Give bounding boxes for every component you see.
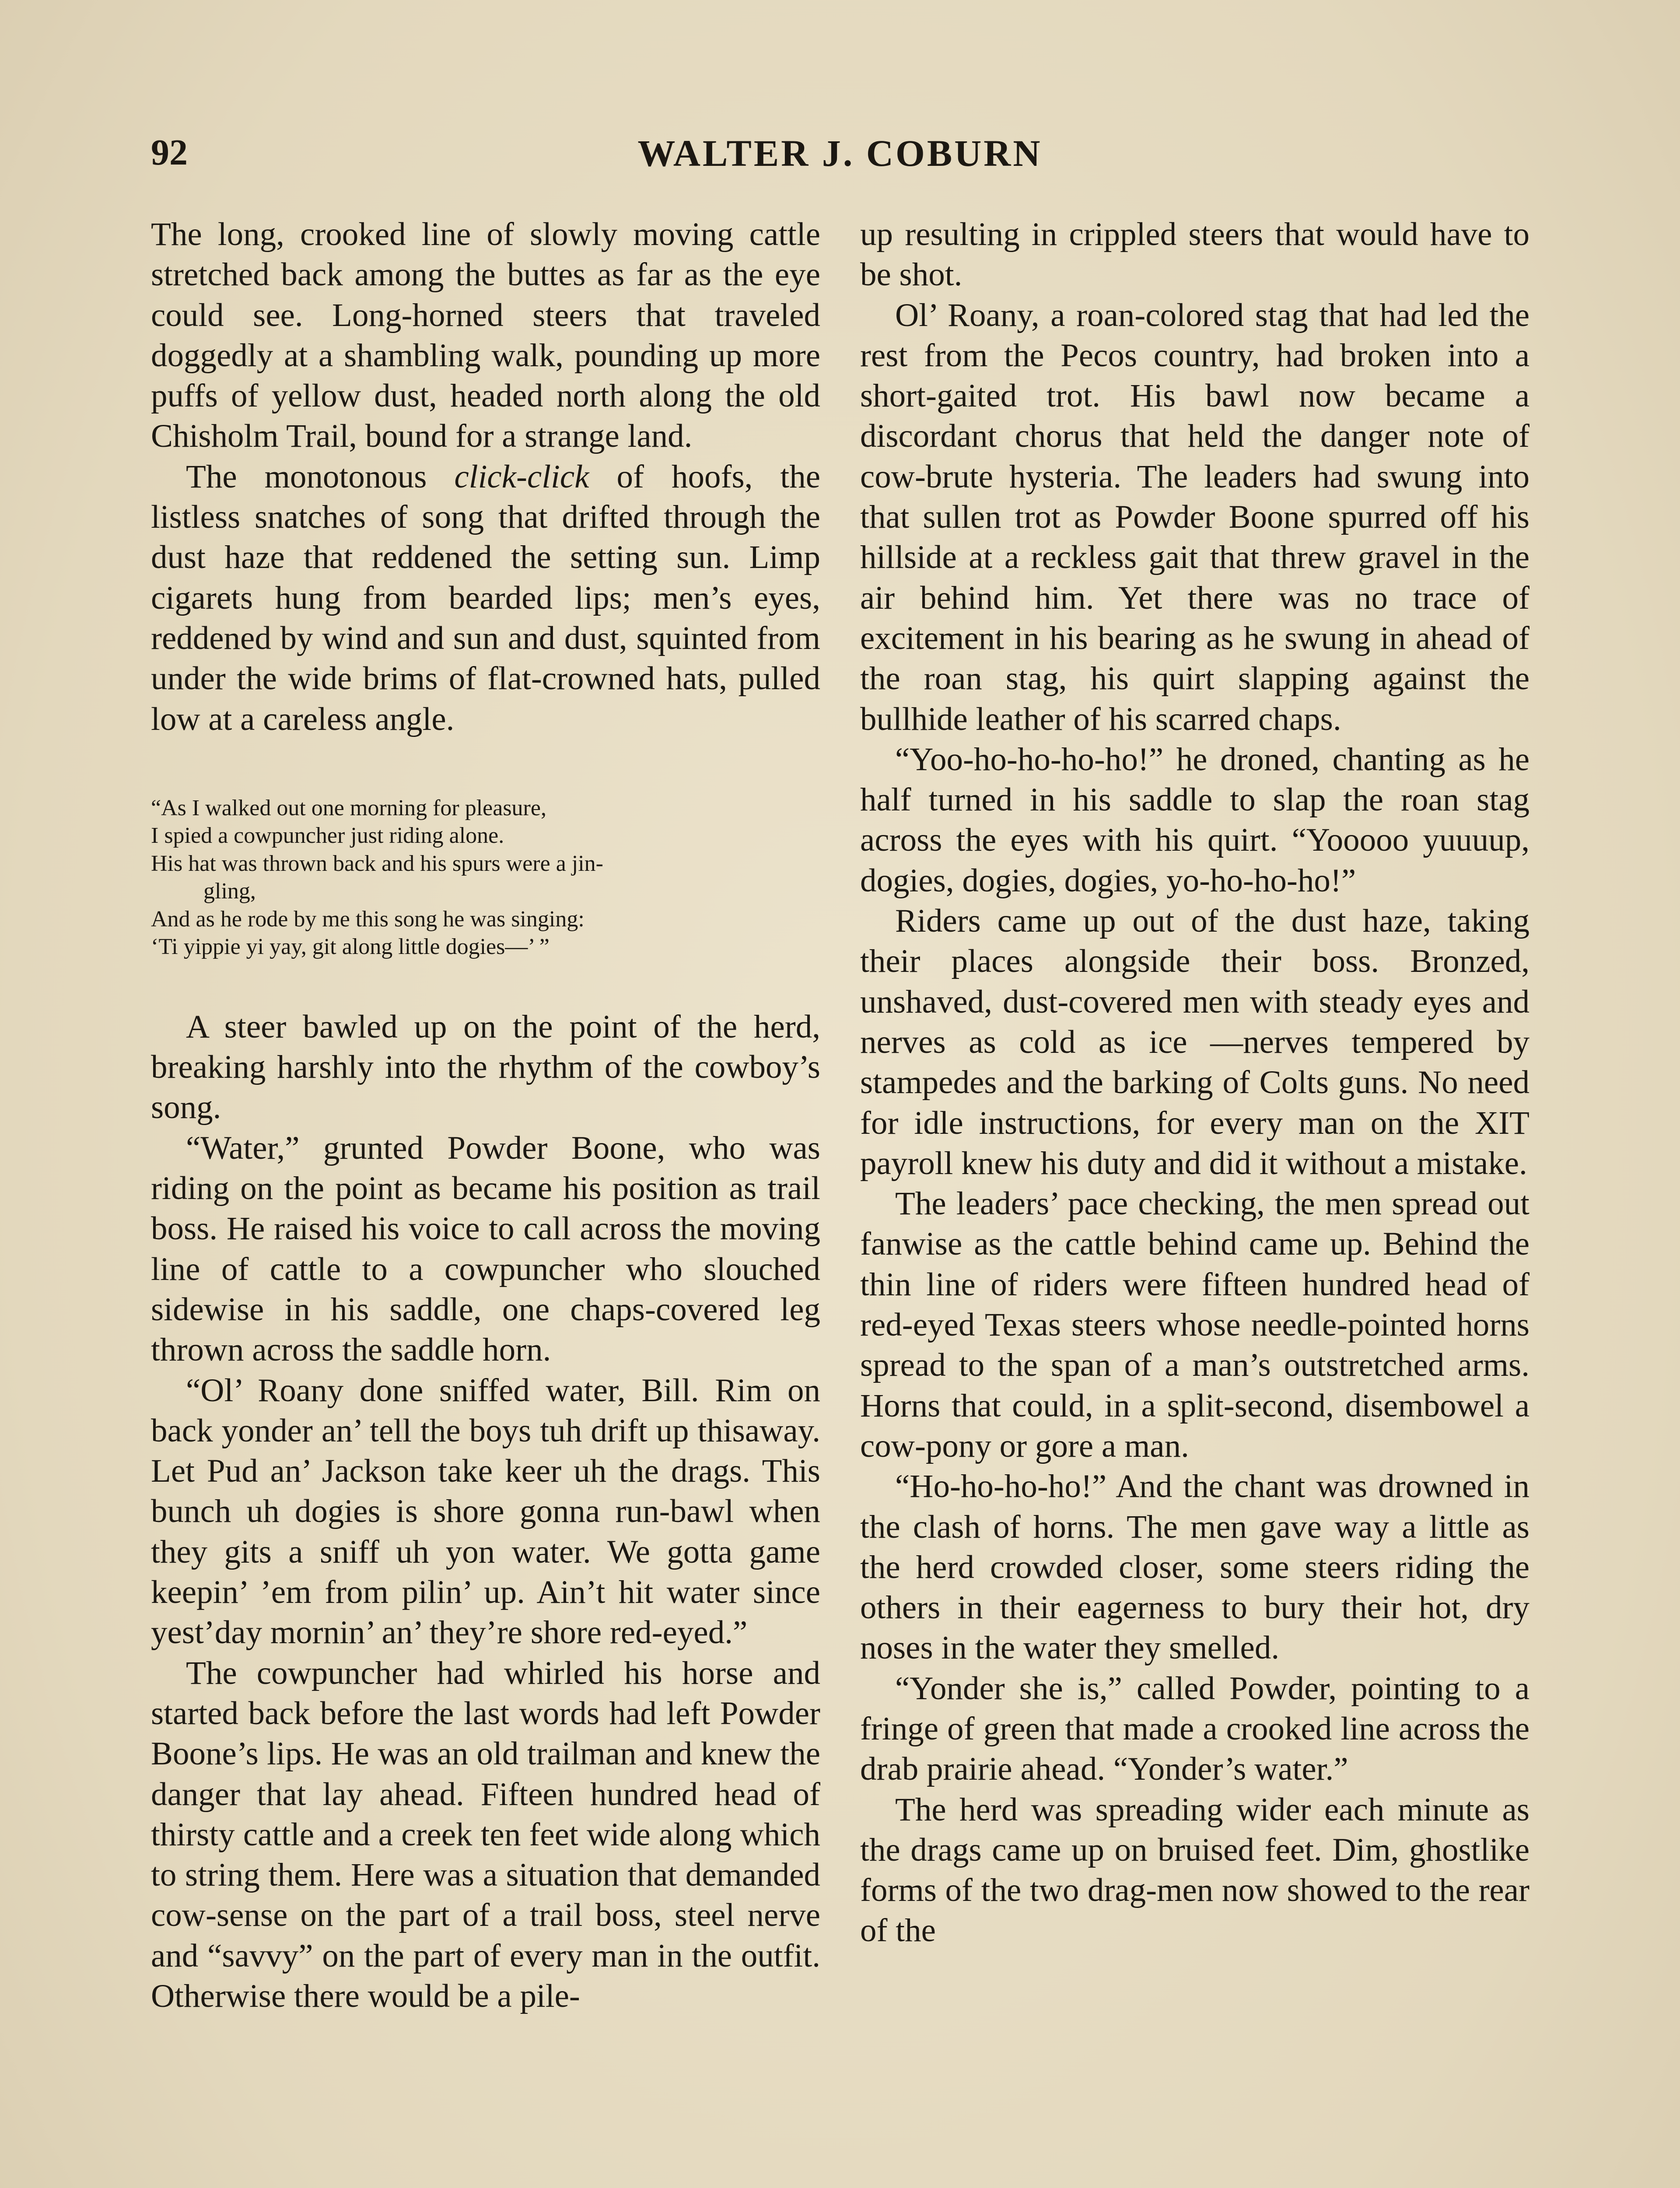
page-header bbox=[151, 131, 1529, 179]
paragraph: “Ol’ Roany done sniffed water, Bill. Rim on back yonder an’ tell the boys tuh drift up thisaway. Let Pud an’ Jackson take keer uh the drags. This bunch uh dogies is shore gonna run-bawl when they gits a sniff uh yon water. We gotta game keepin’ ’em from pilin’ up. Ain’t hit water since yest’day mornin’ an’ they’re shore red-eyed.” bbox=[151, 1372, 820, 1651]
paragraph: The monotonous click-click of hoofs, the listless snatches of song that drifted through the dust haze that reddened the setting sun. Limp cigarets hung from bearded lips; men’s eyes, reddened by wind and sun and dust, squinted from under the wide brims of flat-crowned hats, pulled low at a careless angle. bbox=[151, 458, 821, 737]
song-verse bbox=[151, 794, 820, 961]
left-column bbox=[151, 214, 820, 2016]
paragraph: “Ho-ho-ho-ho!” And the chant was drowned in the clash of horns. The men gave way a little as the herd crowded closer, some steers riding the others in their eagerness to bury their hot, dry noses in the water they smelled. bbox=[860, 1468, 1530, 1666]
verse-line: gling, bbox=[203, 879, 256, 904]
verse-line: “As I walked out one morning for pleasure, bbox=[151, 795, 546, 820]
paragraph: “Yoo-ho-ho-ho-ho!” he droned, chanting as he half turned in his saddle to slap the roan stag across the eyes with his quirt. “Yooooo yuuuup, dogies, dogies, dogies, yo-ho-ho-ho!” bbox=[860, 741, 1530, 899]
page-number: 92 bbox=[151, 132, 188, 173]
verse-line: ‘Ti yippie yi yay, git along little dogies—’ ” bbox=[151, 934, 550, 960]
paragraph: A steer bawled up on the point of the herd, breaking harshly into the rhythm of the cowboy’s song. bbox=[151, 1008, 820, 1126]
verse-line: His hat was thrown back and his spurs were a jin- bbox=[151, 851, 603, 876]
paragraph: The herd was spreading wider each minute as the drags came up on bruised feet. Dim, ghostlike forms of the two drag-men now showed to the rear of the bbox=[860, 1791, 1530, 1949]
paragraph: “Water,” grunted Powder Boone, who was riding on the point as became his position as trail boss. He raised his voice to call across the moving line of cattle to a cowpuncher who slouched sidewise in his saddle, one chaps-covered leg thrown across the saddle horn. bbox=[151, 1129, 820, 1368]
paragraph: The leaders’ pace checking, the men spread out fanwise as the cattle behind came up. Behind the thin line of riders were fifteen hundred head of red-eyed Texas steers whose needle-pointed horns spread to the span of a man’s outstretched arms. Horns that could, in a split-second, disembowel a cow-pony or gore a man. bbox=[860, 1185, 1530, 1464]
verse-line: And as he rode by me this song he was singing: bbox=[151, 906, 584, 932]
running-title: WALTER J. COBURN bbox=[637, 132, 1043, 174]
paragraph: “Yonder she is,” called Powder, pointing to a fringe of green that made a crooked line across the drab prairie ahead. “Yonder’s water.” bbox=[860, 1670, 1530, 1788]
paragraph: up resulting in crippled steers that would have to be shot. bbox=[860, 216, 1530, 293]
paragraph: The cowpuncher had whirled his horse and started back before the last words had left Powder Boone’s lips. He was an old trailman and knew the danger that lay ahead. Fifteen hundred head of thirsty cattle and a creek ten feet wide along which to string them. Here was a situation that demanded cow-sense on the part of a trail boss, steel nerve and “savvy” on the part of every man in the outfit. Otherwise there would be a pile- bbox=[151, 1655, 820, 2014]
paragraph: Ol’ Roany, a roan-colored stag that had led the rest from the Pecos country, had broken into a short-gaited trot. His bawl now became a discordant chorus that held the danger note of cow-brute hysteria. The leaders had swung into that sullen trot as Powder Boone spurred off his hillside at a reckless gait that threw gravel in the air behind him. Yet there was no trace of excitement in his bearing as he swung in ahead of the roan stag, his quirt slapping against the bullhide leather of his scarred chaps. bbox=[860, 297, 1530, 737]
paragraph: Riders came up out of the dust haze, taking their places alongside their boss. Bronzed, unshaved, dust-covered men with steady eyes and nerves as cold as ice —nerves tempered by stampedes and the barking of Colts guns. No need for idle instructions, for every man on the XIT payroll knew his duty and did it without a mistake. bbox=[860, 903, 1530, 1182]
right-column bbox=[860, 214, 1530, 1951]
italic-phrase: click-click bbox=[454, 458, 589, 495]
verse-line: I spied a cowpuncher just riding alone. bbox=[151, 823, 504, 849]
paragraph: The long, crooked line of slowly moving cattle stretched back among the buttes as far as the eye could see. Long-horned steers that traveled doggedly at a shambling walk, pounding up more puffs of yellow dust, headed north along the old Chisholm Trail, bound for a strange land. bbox=[151, 216, 820, 455]
